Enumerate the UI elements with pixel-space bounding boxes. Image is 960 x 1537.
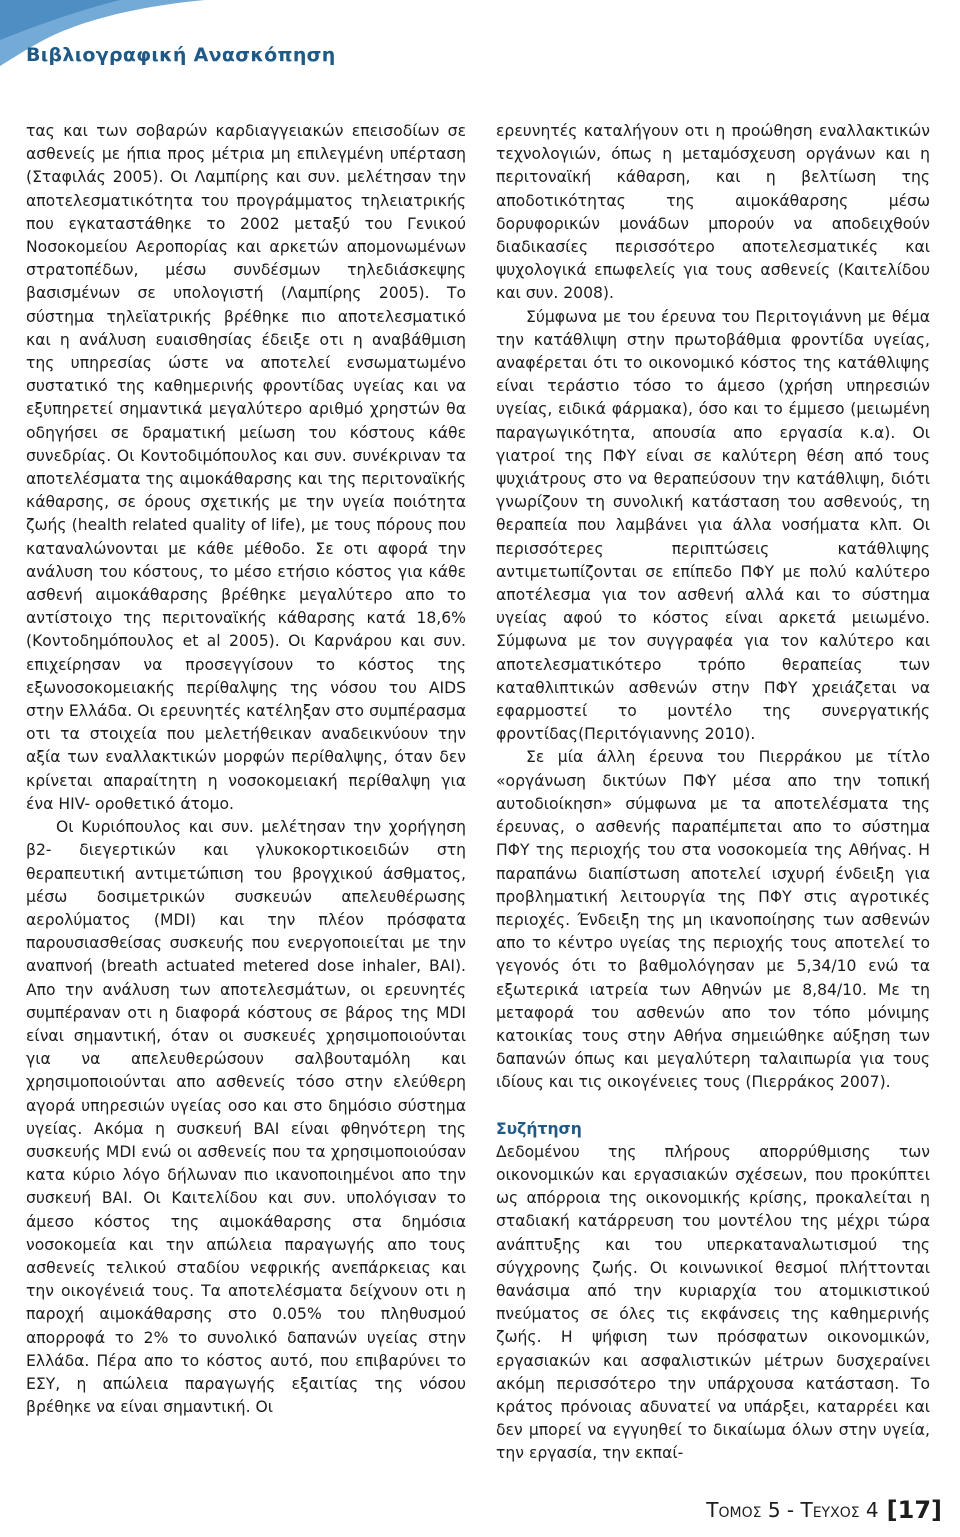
section-header-title: Βιβλιογραφική Ανασκόπηση	[26, 44, 336, 66]
right-paragraph-4: Δεδομένου της πλήρους απορρύθμισης των οικονομικών και εργασιακών σχέσεων, που προκύπτει ως απόρροια της οικονομικής κρίσης, προκαλείται η σταδιακή κατάρρευση του μοντέλου της μέχρι τώρα ανάπτυξης και του υπερκαταναλωτισμού της σύγχρονης ζωής. Οι κοινωνικοί θεσμοί πλήττονται θανάσιμα από την κυριαρχία του ατομικιστικού πνεύματος σε όλες τις εκφάνσεις της καθημερινής ζωής. Η ψήφιση των πρόσφατων οικονομικών, εργασιακών και ασφαλιστικών μέτρων δυσχεραίνει ακόμη περισσότερο την υπάρχουσα κατάσταση. Το κράτος πρόνοιας αδυνατεί να υπάρξει, καταρρέει και δεν μπορεί να εγγυηθεί το δικαίωμα όλων στην υγεία, την εργασία, την εκπαί-	[496, 1142, 930, 1463]
issue-label: Τομος 5 - Τευχος 4	[706, 1498, 879, 1522]
section-heading-discussion: Συζήτηση	[496, 1119, 582, 1138]
left-paragraph-2: Οι Κυριόπουλος και συν. μελέτησαν την χορήγηση β2- διεγερτικών και γλυκοκορτικοειδών στη θεραπευτική αντιμετώπιση του βρογχικού άσθματος, μέσω δοσιμετρικών συσκευών απελευθέρωσης αερολύματος (MDI) και την πλέον πρόσφατα παρουσιασθείσας συσκευής που ενεργοποιείται με την αναπνοή (breath actuated metered dose inhaler, BAI). Απο την ανάλυση των αποτελεσμάτων, οι ερευνητές συμπέραναν οτι η διαφορά κόστους σε βάρος της MDI είναι σημαντική, όταν οι συσκευές χρησιμοποιούνται για να απελευθερώσουν σαλβουταμόλη και χρησιμοποιούνται απο ασθενείς τόσο στην ελεύθερη αγορά υπηρεσιών υγείας οσο και στο δημόσιο σύστημα υγείας. Ακόμα η συσκευή BAI είναι φθηνότερη της συσκευής MDI ενώ οι ασθενείς που τα χρησιμοποιούσαν κατα κύριο λόγο δήλωναν πιο ικανοποιημένοι απο την συσκευή BAI. Οι Καιτελίδου και συν. υπολόγισαν το άμεσο κόστος της αιμοκάθαρσης στα δημόσια νοσοκομεία και την απώλεια παραγωγής απο τους ασθενείς τελικού σταδίου νεφρικής ανεπάρκειας και την οικογένειά τους. Τα αποτελέσματα δείχνουν οτι η παροχή αιμοκάθαρσης στο 0.05% του πληθυσμού απορροφά το 2% το συνολικό δαπανών υγείας στην Ελλάδα. Πέρα απο το κόστος αυτό, που επιβαρύνει το ΕΣΥ, η απώλεια παραγωγής εξαιτίας της νόσου βρέθηκε να είναι σημαντική. Οι	[26, 818, 466, 1417]
right-paragraph-3: Σε μία άλλη έρευνα του Πιερράκου με τίτλο «οργάνωση δικτύων ΠΦΥ μέσα απο την τοπική αυτοδιοίκησn» σύμφωνα με τα αποτελέσματα της έρευνας, ο ασθενής παραπέμπεται απο το σύστημα ΠΦΥ της περιοχής του στα νοσοκομεία της Αθήνας. Η παραπάνω διαπίστωση αποτελεί ισχυρή ένδειξη για προβληματική λειτουργία της ΠΦΥ στις αγροτικές περιοχές. Ένδειξη της μη ικανοποίησης των ασθενών απο το κέντρο υγείας της περιοχής τους αποτελεί το γεγονός ότι το βαθμολόγησαν με 5,34/10 ενώ τα εξωτερικά ιατρεία των Αθηνών με 8,84/10. Με τη μεταφορά του ασθενών απο τον τόπο μόνιμης κατοικίας τους στην Αθήνα σημειώθηκε αύξηση των δαπανών όπως και μεγαλύτερη ταλαιπωρία για τους ιδίους και τις οικογένειες τους (Πιερράκος 2007).	[496, 748, 930, 1092]
right-paragraph-1: ερευνητές καταλήγουν οτι η προώθηση εναλλακτικών τεχνολογιών, όπως η μεταμόσχευση οργάνων και η περιτοναϊκή κάθαρση, και η βελτίωση της αποδοτικότητας της αιμοκάθαρσης μέσω δορυφορικών μονάδων μπορούν να αποδειχθούν διαδικασίες περισσότερο αποτελεσματικές και ψυχολογικά επωφελείς για τους ασθενείς (Καιτελίδου και συν. 2008).	[496, 122, 930, 303]
right-paragraph-2: Σύμφωνα με του έρευνα του Περιτογιάννη με θέμα την κατάθλιψη στην πρωτοβάθμια φροντίδα υγείας, αναφέρεται ότι το οικονομικό κόστος της κατάθλιψης είναι τεράστιο τόσο το άμεσο (χρήση υπηρεσιών υγείας, ειδικά φάρμακα), όσο και το έμμεσο (μειωμένη παραγωγικότητα, απουσία απο εργασία κ.α). Οι γιατροί της ΠΦΥ είναι σε καλύτερη θέση από τους ψυχιάτρους στο να θεραπεύσουν την κατάθλιψη, διότι γνωρίζουν τη συνολική κατάσταση του ασθενούς, τη θεραπεία που λαμβάνει για άλλα νοσήματα κλπ. Οι περισσότερες περιπτώσεις κατάθλιψης αντιμετωπίζονται σε επίπεδο ΠΦΥ με πολύ καλύτερο αποτέλεσμα για τον ασθενή αλλά και το σύστημα υγείας αφού το κόστος είναι αρκετά μειωμένο. Σύμφωνα με τον συγγραφέα για τον καλύτερο και αποτελεσματικότερο τρόπο θεραπείας των καταθλιπτικών ασθενών στην ΠΦΥ χρειάζεται να εφαρμοστεί το μοντέλο της συνεργατικής φροντίδας(Περιτόγιαννης 2010).	[496, 307, 930, 744]
page-number: [17]	[886, 1496, 942, 1524]
left-column	[26, 120, 466, 1419]
right-column	[496, 120, 930, 1466]
left-paragraph-1: τας και των σοβαρών καρδιαγγειακών επεισοδίων σε ασθενείς με ήπια προς μέτρια μη επιλεγμένη υπέρταση (Σταφιλάς 2005). Οι Λαμπίρης και συν. μελέτησαν την αποτελεσματικότητα του προγράμματος τηλειατρικής που εγκαταστάθηκε το 2002 μεταξύ του Γενικού Νοσοκομείου Αεροπορίας και αρκετών απομονωμένων στρατοπέδων, μέσω συνδέσμων τηλεδιάσκεψης βασισμένων σε υπολογιστή (Λαμπίρης 2005). Το σύστημα τηλεϊατρικής βρέθηκε πιο αποτελεσματικό και η ανάλυση ευαισθησίας έδειξε οτι η αναβάθμιση της υπηρεσίας ώστε να αποτελεί ενσωματωμένο συστατικό της καθημερινής φροντίδας υγείας και να εξυπηρετεί σημαντικά μεγαλύτερο αριθμό χρηστών θα οδηγήσει σε δραματική μείωση του κόστους κάθε συνεδρίας. Οι Κοντοδιμόπουλος και συν. συνέκριναν τα αποτελέσματα της αιμοκάθαρσης και της περιτοναϊκής κάθαρσης, σε όρους σχετικής με την υγεία ποιότητα ζωής (health related quality of life), με τους πόρους που καταναλώνονται με κάθε μέθοδο. Σε οτι αφορά την ανάλυση του κόστους, το μέσο ετήσιο κόστος για κάθε ασθενή αιμοκάθαρσης βρέθηκε μεγαλύτερο απο το αντίστοιχο της περιτοναϊκής κάθαρσης κατά 18,6% (Κοντοδημόπουλος et al 2005). Οι Καρνάρου και συν. επιχείρησαν να προσεγγίσουν το κόστος της εξωνοσοκομειακής περίθαλψης της νόσου του AIDS στην Ελλάδα. Οι ερευνητές κατέληξαν στο συμπέρασμα οτι τα στοιχεία που μελετήθεικαν αναδεικνύουν την αξία των εναλλακτικών μορφών περίθαλψης, όταν δεν κρίνεται απαραίτητη η νοσοκομειακή περίθαλψη για ένα HIV- οροθετικό άτομο.	[26, 122, 466, 813]
header-decoration	[0, 0, 205, 84]
page-footer	[706, 1496, 942, 1524]
